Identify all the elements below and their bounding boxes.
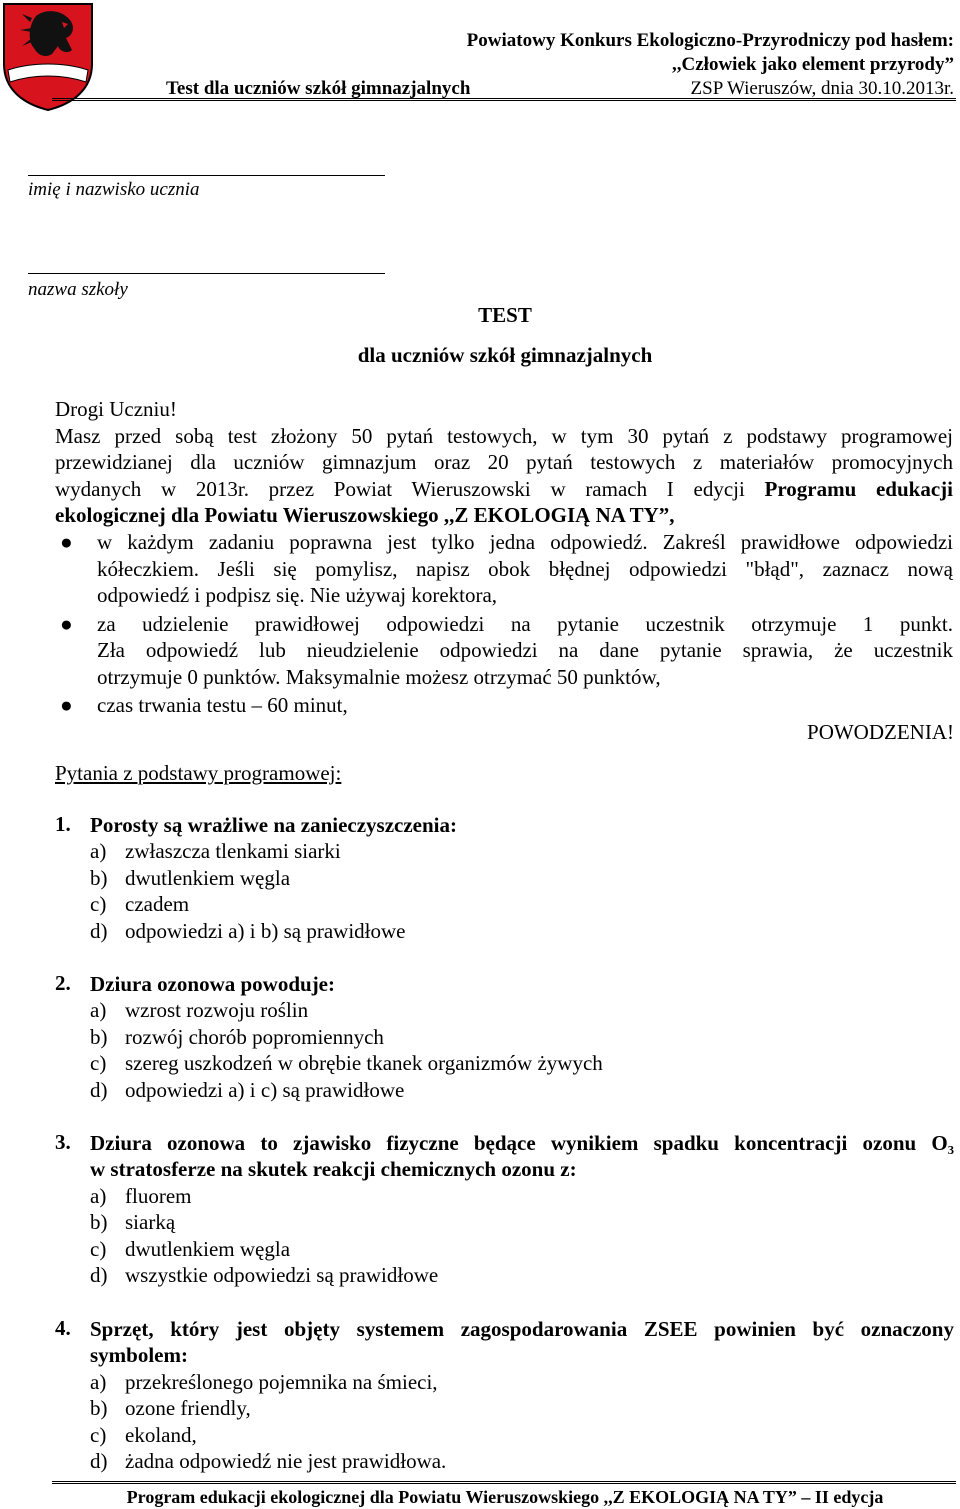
greeting: Drogi Uczniu! [55, 397, 177, 421]
good-luck: POWODZENIA! [807, 720, 954, 744]
bullet2-line3: otrzymuje 0 punktów. Maksymalnie możesz otrzymać 50 punktów, [97, 665, 661, 689]
coat-of-arms-logo [2, 2, 94, 112]
answer-option[interactable]: b) rozwój chorób popromiennych [90, 1025, 384, 1049]
student-name-blank [28, 175, 385, 176]
student-name-label: imię i nazwisko ucznia [28, 179, 200, 200]
footer-divider [52, 1481, 956, 1484]
answer-option[interactable]: b) dwutlenkiem węgla [90, 866, 291, 890]
bullet-icon: ● [60, 530, 73, 554]
bullet1-line1: w każdym zadaniu poprawna jest tylko jedna odpowiedź. Zakreśl prawidłowe odpowiedzi [97, 530, 953, 554]
bullet-icon: ● [60, 693, 73, 717]
question-text: symbolem: [90, 1343, 188, 1367]
question-text: Porosty są wrażliwe na zanieczyszczenia: [90, 813, 458, 837]
program-name-part2: ekologicznej dla Powiatu Wieruszowskiego ,,Z EKOLOGIĄ NA TY”, [55, 503, 675, 527]
school-name-blank [28, 273, 385, 274]
answer-option[interactable]: d) odpowiedzi a) i c) są prawidłowe [90, 1078, 405, 1102]
header-place-date: ZSP Wieruszów, dnia 30.10.2013r. [690, 78, 954, 99]
answer-option[interactable]: c) dwutlenkiem węgla [90, 1237, 291, 1261]
bullet-icon: ● [60, 612, 73, 636]
answer-option[interactable]: a) przekreślonego pojemnika na śmieci, [90, 1370, 438, 1394]
bullet2-line2: Zła odpowiedź lub nieudzielenie odpowiedzi na dane pytanie sprawia, że uczestnik [97, 638, 953, 662]
school-name-label: nazwa szkoły [28, 279, 128, 300]
header-subtitle: Test dla uczniów szkół gimnazjalnych [166, 78, 471, 99]
question-text: Dziura ozonowa powoduje: [90, 972, 335, 996]
answer-option[interactable]: b) ozone friendly, [90, 1396, 251, 1420]
program-name-part1: Programu edukacji [764, 477, 953, 501]
question-number: 1. [55, 812, 71, 836]
bullet1-line2: kółeczkiem. Jeśli się pomylisz, napisz obok błędnej odpowiedzi "błąd", zaznacz nową [97, 557, 953, 581]
question-number: 2. [55, 971, 71, 995]
answer-option[interactable]: a) zwłaszcza tlenkami siarki [90, 839, 341, 863]
contest-title-line1: Powiatowy Konkurs Ekologiczno-Przyrodniczy pod hasłem: [466, 30, 954, 51]
intro-line-1: Masz przed sobą test złożony 50 pytań testowych, w tym 30 pytań z podstawy programowej [55, 424, 953, 448]
answer-option[interactable]: a) fluorem [90, 1184, 192, 1208]
contest-title-line2: ,,Człowiek jako element przyrody” [672, 54, 954, 75]
question-text: Dziura ozonowa to zjawisko fizyczne będące wynikiem spadku koncentracji ozonu O₃ [90, 1131, 954, 1155]
page-footer: Program edukacji ekologicznej dla Powiatu Wieruszowskiego ,,Z EKOLOGIĄ NA TY” – II edycja [126, 1487, 884, 1507]
answer-option[interactable]: a) wzrost rozwoju roślin [90, 998, 309, 1022]
intro-line-2: przewidzianej dla uczniów gimnazjum oraz 20 pytań testowych z materiałów promocyjnych [55, 450, 953, 474]
answer-option[interactable]: d) żadna odpowiedź nie jest prawidłowa. [90, 1449, 447, 1473]
answer-option[interactable]: d) wszystkie odpowiedzi są prawidłowe [90, 1263, 439, 1287]
section-title: Pytania z podstawy programowej: [55, 761, 342, 785]
bullet3-line1: czas trwania testu – 60 minut, [97, 693, 348, 717]
answer-option[interactable]: d) odpowiedzi a) i b) są prawidłowe [90, 919, 406, 943]
intro-line-3 [55, 476, 953, 503]
test-subtitle: dla uczniów szkół gimnazjalnych [357, 343, 653, 367]
question-number: 4. [55, 1316, 71, 1340]
answer-option[interactable]: c) ekoland, [90, 1423, 197, 1447]
answer-option[interactable]: c) czadem [90, 892, 190, 916]
test-title: TEST [478, 303, 532, 327]
intro-line-3-text: wydanych w 2013r. przez Powiat Wieruszowski w ramach I edycji [55, 477, 765, 501]
bullet1-line3: odpowiedź i podpisz się. Nie używaj korektora, [97, 583, 498, 607]
question-text: Sprzęt, który jest objęty systemem zagospodarowania ZSEE powinien być oznaczony [90, 1317, 954, 1341]
answer-option[interactable]: c) szereg uszkodzeń w obrębie tkanek organizmów żywych [90, 1051, 603, 1075]
bullet2-line1: za udzielenie prawidłowej odpowiedzi na pytanie uczestnik otrzymuje 1 punkt. [97, 612, 953, 636]
header-divider [52, 98, 956, 101]
answer-option[interactable]: b) siarką [90, 1210, 176, 1234]
question-number: 3. [55, 1130, 71, 1154]
question-text: w stratosferze na skutek reakcji chemicznych ozonu z: [90, 1157, 577, 1181]
